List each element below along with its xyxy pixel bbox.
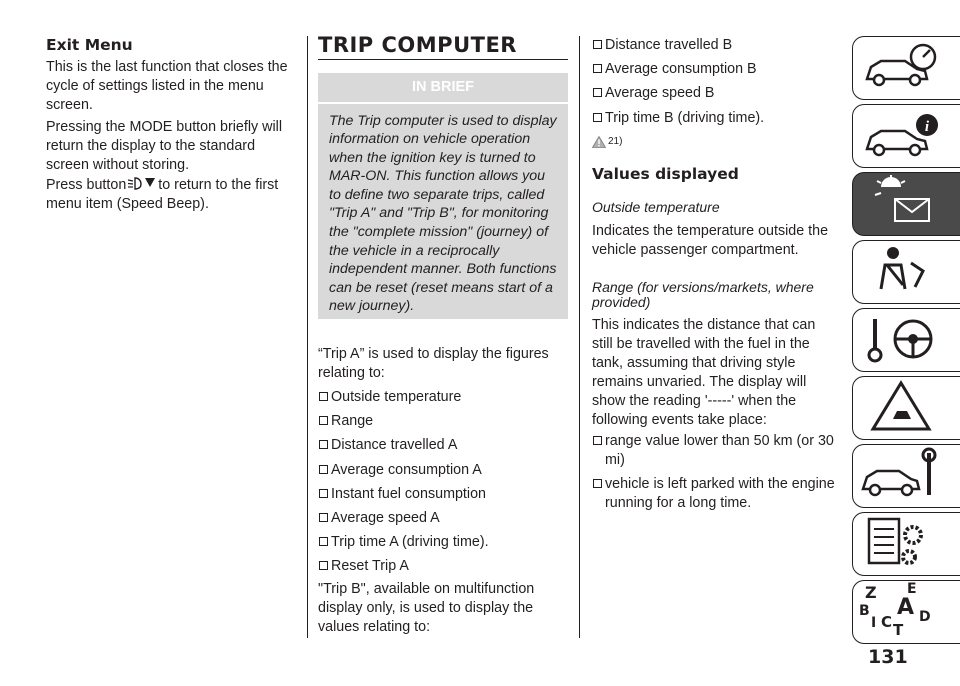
press-button-text: Press button <box>46 177 127 193</box>
exit-menu-para-3 <box>46 175 296 214</box>
index-letter: D <box>919 609 931 625</box>
exit-menu-heading: Exit Menu <box>46 36 133 54</box>
column-divider-1 <box>307 36 308 638</box>
in-brief-heading: IN BRIEF <box>411 79 475 95</box>
tab-emergency[interactable] <box>852 376 960 440</box>
trip-b-intro: "Trip B", available on multifunction display only, is used to display the values relating to: <box>318 581 535 635</box>
column-divider-2 <box>579 36 580 638</box>
index-letter: E <box>907 581 917 597</box>
list-item: Average speed B <box>592 84 837 108</box>
tab-starting-driving[interactable] <box>852 308 960 372</box>
in-brief-box <box>318 73 568 319</box>
tab-dashboard[interactable] <box>852 36 960 100</box>
list-item: Reset Trip A <box>318 557 568 581</box>
list-item: Average speed A <box>318 509 568 533</box>
tab-technical-data[interactable] <box>852 512 960 576</box>
index-letter: Z <box>865 583 877 602</box>
tab-warning-lights[interactable] <box>852 172 960 236</box>
list-item: Average consumption B <box>592 60 837 84</box>
outside-temp-text: Indicates the temperature outside the vehicle passenger compartment. <box>592 223 829 258</box>
seat-belt-icon <box>853 241 953 301</box>
document-gears-icon <box>853 513 953 573</box>
index-letter: T <box>893 621 904 639</box>
index-letter: A <box>897 595 915 620</box>
list-item: Outside temperature <box>318 388 568 412</box>
warning-light-message-icon <box>853 173 953 233</box>
range-title: Range (for versions/markets, where provided) <box>592 279 814 310</box>
warning-triangle-car-icon <box>853 377 953 437</box>
outside-temp-title: Outside temperature <box>592 199 720 215</box>
list-item: Instant fuel consumption <box>318 485 568 509</box>
list-item: range value lower than 50 km (or 30 mi) <box>592 432 837 470</box>
list-item: Trip time B (driving time). <box>592 109 837 133</box>
page-number: 131 <box>868 646 908 668</box>
list-item: vehicle is left parked with the engine running for a long time. <box>592 475 837 513</box>
tab-safety[interactable] <box>852 240 960 304</box>
trip-a-intro: “Trip A” is used to display the figures relating to: <box>318 346 549 381</box>
exit-menu-para-1: This is the last function that closes the cycle of settings listed in the menu screen. <box>46 59 288 113</box>
lights-down-icon <box>126 175 158 191</box>
range-list <box>592 432 837 513</box>
range-text: This indicates the distance that can still be travelled with the fuel in the tank, assuming that driving style remains unvaried. The display will show the reading '-----' when the following events take place: <box>592 317 816 428</box>
press-button-text-rest: to return to the first menu item (Speed Beep). <box>46 177 279 212</box>
warning-ref-text: 21) <box>608 136 623 148</box>
exit-menu-para-2: Pressing the MODE button briefly will return the display to the standard screen without storing. <box>46 119 282 173</box>
index-letter: B <box>859 603 870 619</box>
trip-a-list <box>318 388 568 582</box>
warning-reference <box>592 133 622 151</box>
list-item: Range <box>318 412 568 436</box>
steering-wheel-key-icon <box>853 309 953 369</box>
trip-b-list <box>592 36 837 133</box>
index-letter: C <box>881 613 893 631</box>
list-item: Distance travelled A <box>318 436 568 460</box>
in-brief-text: The Trip computer is used to display information on vehicle operation when the ignition key is turned to MAR-ON. This function allows you to define two separate trips, called "Trip A" and "Trip B", for monitoring the "complete mission" (journey) of the vehicle in a reciprocally independent manner. Both functions can be reset (reset means start of a new journey). <box>329 112 557 315</box>
list-item: Average consumption A <box>318 461 568 485</box>
values-displayed-heading: Values displayed <box>592 165 739 183</box>
index-letter: I <box>871 615 877 631</box>
list-item: Distance travelled B <box>592 36 837 60</box>
tab-index[interactable] <box>852 580 960 644</box>
warning-triangle-icon <box>592 136 606 148</box>
alphabet-index-icon <box>853 581 953 641</box>
svg-text:i: i <box>924 119 930 135</box>
car-wrench-icon <box>853 445 953 505</box>
tab-getting-to-know[interactable] <box>852 104 960 168</box>
car-speedometer-icon <box>853 37 953 97</box>
trip-computer-title: TRIP COMPUTER <box>318 33 568 60</box>
car-info-icon <box>853 105 953 165</box>
list-item: Trip time A (driving time). <box>318 533 568 557</box>
tab-maintenance[interactable] <box>852 444 960 508</box>
